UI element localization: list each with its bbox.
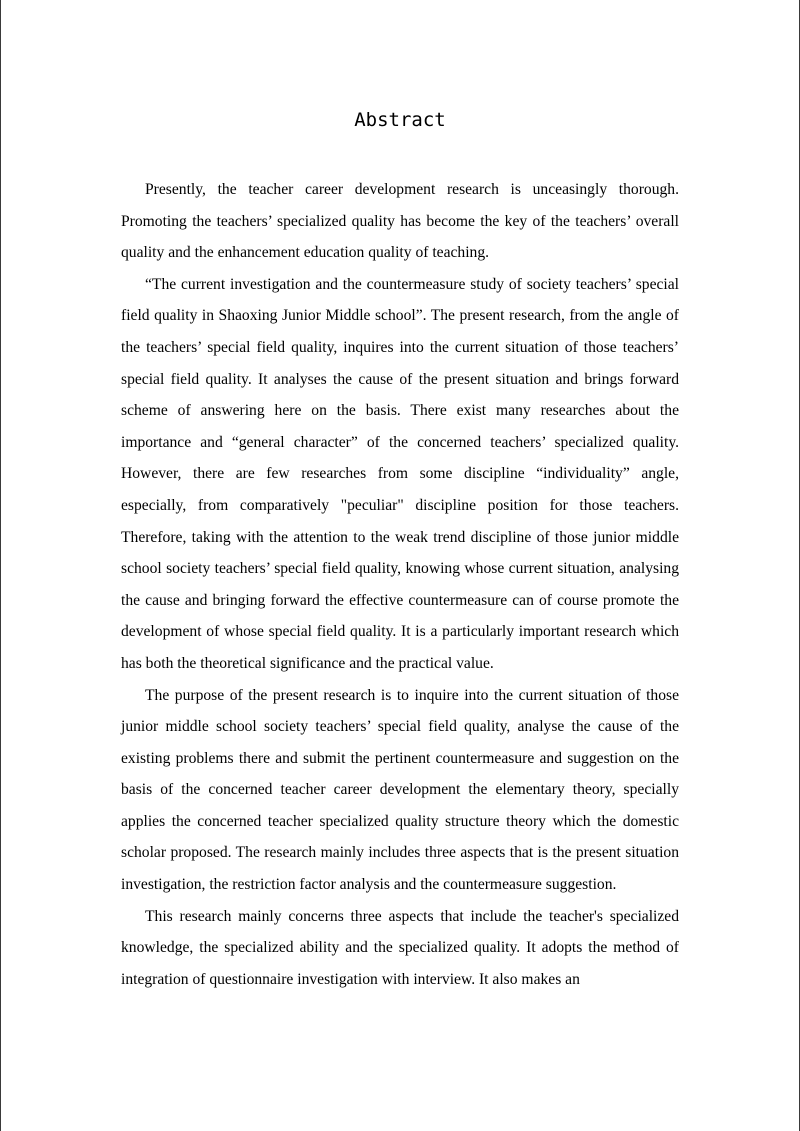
page-title: Abstract [354, 109, 446, 131]
paragraph-4: This research mainly concerns three aspects that include the teacher's specialized knowledge, the specialized ability and the specialized quality. It adopts the method of integration of questionnaire investigation with interview. It also makes an [121, 907, 679, 988]
paragraph-3: The purpose of the present research is to inquire into the current situation of those junior middle school society teachers’ special field quality, analyse the cause of the existing problems there and submit the pertinent countermeasure and suggestion on the basis of the concerned teacher career development the elementary theory, specially applies the concerned teacher specialized quality structure theory which the domestic scholar proposed. The research mainly includes three aspects that is the present situation investigation, the restriction factor analysis and the countermeasure suggestion. [121, 686, 679, 894]
abstract-body [121, 174, 679, 995]
page-left-border [0, 0, 1, 1131]
paragraph-1: Presently, the teacher career development research is unceasingly thorough. Promoting the teachers’ specialized quality has become the key of the teachers’ overall quality and the enhancement education quality of teaching. [121, 181, 679, 262]
paragraph-2: “The current investigation and the countermeasure study of society teachers’ special field quality in Shaoxing Junior Middle school”. The present research, from the angle of the teachers’ special field quality, inquires into the current situation of those teachers’ special field quality. It analyses the cause of the present situation and brings forward scheme of answering here on the basis. There exist many researches about the importance and “general character” of the concerned teachers’ specialized quality. However, there are few researches from some discipline “individuality” angle, especially, from comparatively "peculiar" discipline position for those teachers. Therefore, taking with the attention to the weak trend discipline of those junior middle school society teachers’ special field quality, knowing whose current situation, analysing the cause and bringing forward the effective countermeasure can of course promote the development of whose special field quality. It is a particularly important research which has both the theoretical significance and the practical value. [121, 275, 679, 672]
